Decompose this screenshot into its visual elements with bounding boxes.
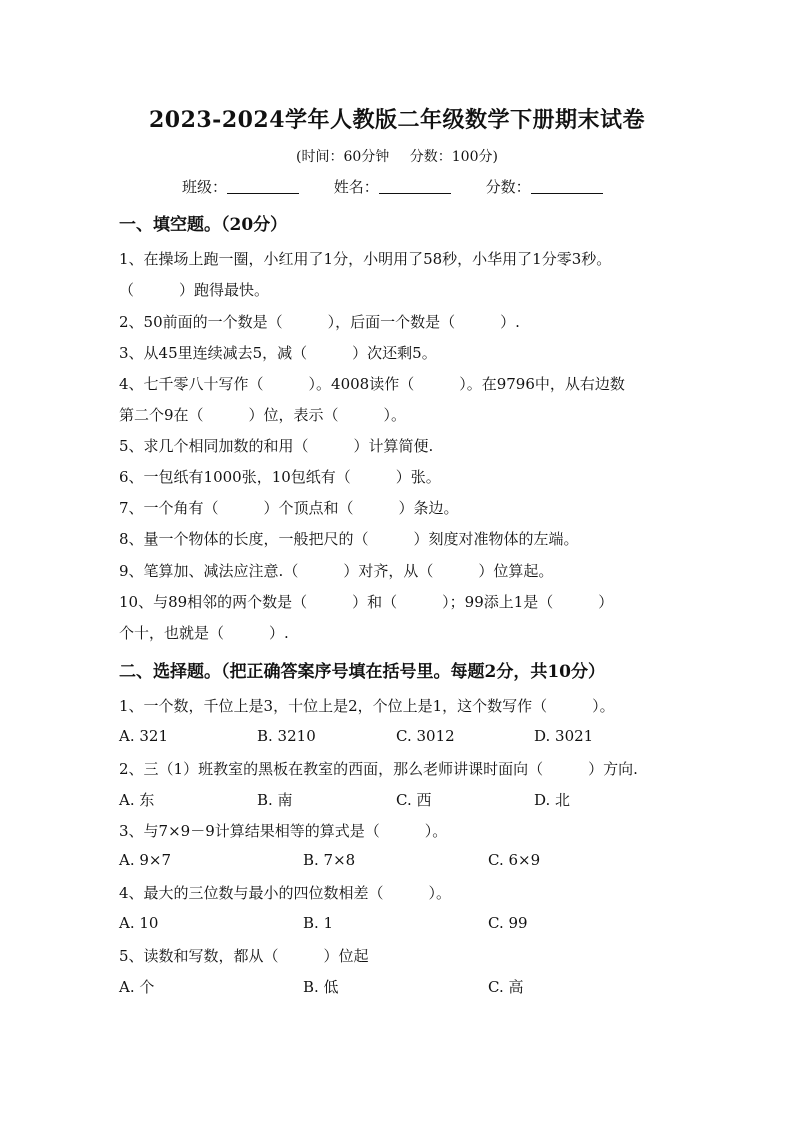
choice-question-5: 5、读数和写数，都从（ ）位起 <box>119 947 369 965</box>
choice-question-4: 4、最大的三位数与最小的四位数相差（ ）。 <box>119 884 452 902</box>
page-title: 2023-2024学年人教版二年级数学下册期末试卷 <box>148 107 646 133</box>
name-field <box>334 176 451 197</box>
class-blank[interactable] <box>227 178 299 194</box>
name-label: 姓名： <box>333 178 379 196</box>
fill-line-3: 2、50前面的一个数是（ ），后面一个数是（ ）. <box>119 313 520 331</box>
section-1-heading: 一、填空题。（20分） <box>119 215 288 235</box>
exam-subtitle <box>0 146 794 166</box>
option[interactable]: B. 南 <box>257 791 293 809</box>
fill-line-5: 4、七千零八十写作（ ）。4008读作（ ）。在9796中，从右边数 <box>119 375 625 393</box>
class-field <box>182 176 299 197</box>
class-label: 班级： <box>182 178 228 196</box>
option[interactable]: C. 3012 <box>396 727 455 745</box>
option[interactable]: B. 1 <box>303 914 334 932</box>
option[interactable]: D. 3021 <box>534 727 594 745</box>
option[interactable]: B. 7×8 <box>303 851 356 869</box>
option[interactable]: A. 个 <box>119 978 155 996</box>
fill-line-12: 10、与89相邻的两个数是（ ）和（ ）；99添上1是（ ） <box>119 593 614 611</box>
fill-line-8: 6、一包纸有1000张，10包纸有（ ）张。 <box>119 468 441 486</box>
choice-question-2: 2、三（1）班教室的黑板在教室的西面，那么老师讲课时面向（ ）方向. <box>119 760 638 778</box>
score-blank[interactable] <box>531 178 603 194</box>
fill-line-1: 1、在操场上跑一圈，小红用了1分，小明用了58秒，小华用了1分零3秒。 <box>119 250 612 268</box>
section-2-heading: 二、选择题。（把正确答案序号填在括号里。每题2分，共10分） <box>119 662 605 682</box>
option[interactable]: C. 高 <box>488 978 524 996</box>
fill-line-10: 8、量一个物体的长度，一般把尺的（ ）刻度对准物体的左端。 <box>119 530 579 548</box>
option[interactable]: B. 3210 <box>257 727 316 745</box>
fill-line-9: 7、一个角有（ ）个顶点和（ ）条边。 <box>119 499 459 517</box>
choice-question-1: 1、一个数，千位上是3，十位上是2，个位上是1，这个数写作（ ）。 <box>119 697 615 715</box>
fill-line-13: 个十，也就是（ ）. <box>119 624 289 642</box>
score-label: 分数： <box>485 178 531 196</box>
exam-time: (时间：60分钟 <box>296 149 390 165</box>
option[interactable]: A. 321 <box>119 727 168 745</box>
fill-line-4: 3、从45里连续减去5，减（ ）次还剩5。 <box>119 344 437 362</box>
option[interactable]: C. 西 <box>396 791 432 809</box>
score-field <box>486 176 603 197</box>
option[interactable]: C. 99 <box>488 914 528 932</box>
option[interactable]: A. 东 <box>119 791 155 809</box>
fill-line-2: （ ）跑得最快。 <box>119 281 270 299</box>
option[interactable]: A. 10 <box>119 914 159 932</box>
option[interactable]: B. 低 <box>303 978 339 996</box>
option[interactable]: C. 6×9 <box>488 851 541 869</box>
student-info-row <box>182 176 642 197</box>
choice-question-3: 3、与7×9－9计算结果相等的算式是（ ）。 <box>119 822 448 840</box>
option[interactable]: A. 9×7 <box>119 851 172 869</box>
name-blank[interactable] <box>379 178 451 194</box>
fill-line-11: 9、笔算加、减法应注意.（ ）对齐，从（ ）位算起。 <box>119 562 554 580</box>
fill-line-6: 第二个9在（ ）位，表示（ ）。 <box>119 406 407 424</box>
exam-total-score: 分数：100分) <box>409 149 498 165</box>
fill-line-7: 5、求几个相同加数的和用（ ）计算简便. <box>119 437 434 455</box>
option[interactable]: D. 北 <box>534 791 571 809</box>
